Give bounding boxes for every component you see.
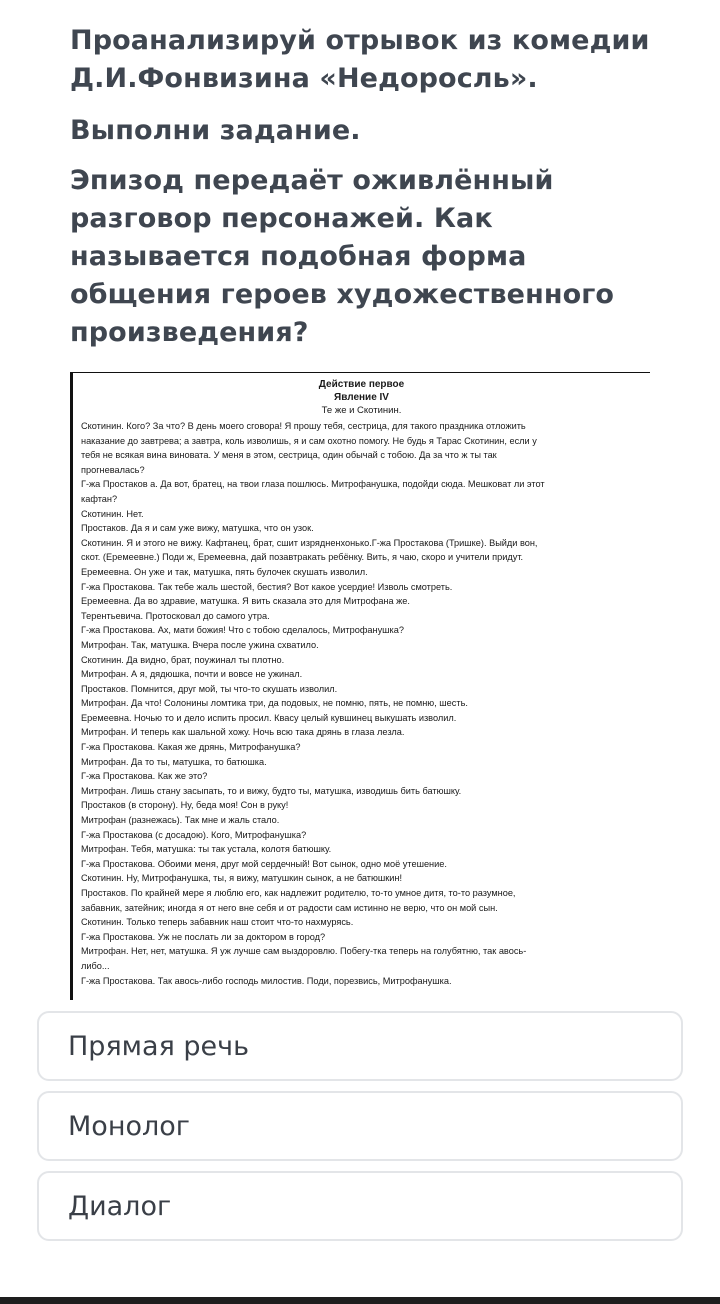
excerpt-line: Митрофан. А я, дядюшка, почти и вовсе не ужинал. [81, 669, 303, 680]
excerpt-line: забавник, затейник; иногда я от него вне себя и от радости сам истинно не верю, что он мой сын. [81, 902, 498, 913]
question-text [70, 22, 670, 366]
excerpt-line: Г-жа Простакова. Ах, мати божия! Что с тобою сделалось, Митрофанушка? [81, 625, 404, 636]
excerpt-line: Митрофан. Лишь стану засыпать, то и вижу, будто ты, матушка, изводишь бить батюшку. [81, 785, 462, 796]
excerpt-line: Г-жа Простакова. Какая же дрянь, Митрофанушка? [81, 742, 301, 753]
excerpt-line: Терентьевича. Протосковал до самого утра. [81, 610, 270, 621]
excerpt-line: Скотинин. Я и этого не вижу. Кафтанец, брат, сшит изрядненхонько.Г-жа Простакова (Тришке). Выйди вон, [81, 537, 538, 548]
excerpt-line: Митрофан. Нет, нет, матушка. Я уж лучше сам выздоровлю. Побегу-тка теперь на голубятню, так авось- [81, 946, 527, 957]
answer-option-label: Монолог [68, 1110, 190, 1142]
excerpt-line: Митрофан. Да то ты, матушка, то батюшка. [81, 756, 267, 767]
question-instruction: Выполни задание. [70, 115, 361, 146]
excerpt-line: Простаков (в сторону). Ну, беда моя! Сон в руку! [81, 800, 289, 811]
excerpt-line: Митрофан. Так, матушка. Вчера после ужина схватило. [81, 639, 319, 650]
excerpt-line: Простаков. Да я и сам уже вижу, матушка, что он узок. [81, 523, 314, 534]
excerpt-scene: Явление IV [334, 392, 389, 403]
excerpt-line: Простаков. Помнится, друг мой, ты что-то скушать изволил. [81, 683, 338, 694]
excerpt-line: либо... [81, 960, 110, 971]
excerpt-line: Г-жа Простакова. Уж не послать ли за доктором в город? [81, 931, 326, 942]
excerpt-line: Еремеевна. Он уже и так, матушка, пять булочек скушать изволил. [81, 566, 368, 577]
excerpt-line: Митрофан. И теперь как шальной хожу. Ночь всю така дрянь в глаза лезла. [81, 727, 405, 738]
excerpt-line: Скотинин. Ну, Митрофанушка, ты, я вижу, матушкин сынок, а не батюшкин! [81, 873, 403, 884]
excerpt-body [73, 419, 650, 988]
answer-option-label: Прямая речь [68, 1030, 250, 1062]
excerpt-line: наказание до завтрева; а завтра, коль изволишь, я и сам охотно помогу. Не будь я Тарас Скотинин, если у [81, 435, 537, 446]
excerpt-line: Митрофан. Тебя, матушка: ты так устала, колотя батюшку. [81, 844, 332, 855]
excerpt-act: Действие первое [318, 379, 405, 390]
excerpt-line: Г-жа Простакова. Так тебе жаль шестой, бестия? Вот какое усердие! Изволь смотреть. [81, 581, 453, 592]
excerpt-line: Простаков. По крайней мере я люблю его, как надлежит родителю, то-то умное дитя, то-то разумное, [81, 888, 516, 898]
answer-option-label: Диалог [68, 1190, 172, 1222]
excerpt-line: Г-жа Простакова. Как же это? [81, 771, 208, 782]
excerpt-line: Еремеевна. Да во здравие, матушка. Я вить сказала это для Митрофана же. [81, 596, 410, 607]
excerpt-line: Г-жа Простакова (с досадою). Кого, Митрофанушка? [81, 829, 307, 840]
excerpt-line: Скотинин. Нет. [81, 508, 144, 519]
system-navigation-bar [0, 1297, 720, 1304]
excerpt-line: Митрофан (разнежась). Так мне и жаль стало. [81, 815, 280, 826]
excerpt-image [70, 372, 650, 1000]
excerpt-line: Г-жа Простаков а. Да вот, братец, на твои глаза пошлюсь. Митрофанушка, подойди сюда. Мешковат ли этот [81, 479, 545, 490]
answer-option-dialogue[interactable] [37, 1171, 683, 1241]
excerpt-line: Еремеевна. Ночью то и дело испить просил. Квасу целый кувшинец выкушать изволил. [81, 712, 457, 723]
question-prompt: Эпизод передаёт оживлённый разговор персонажей. Как называется подобная форма общения героев художественного произведения? [70, 165, 615, 348]
excerpt-cast: Те же и Скотинин. [321, 405, 402, 416]
excerpt-line: скот. (Еремеевне.) Поди ж, Еремеевна, дай позавтракать ребёнку. Вить, я чаю, скоро и учители придут. [81, 552, 524, 563]
excerpt-line: Скотинин. Только теперь забавник наш стоит что-то нахмурясь. [81, 917, 354, 928]
excerpt-line: Скотинин. Да видно, брат, поужинал ты плотно. [81, 654, 285, 665]
excerpt-line: Скотинин. Кого? За что? В день моего сговора! Я прошу тебя, сестрица, для такого праздника отложить [81, 421, 526, 431]
excerpt-line: прогневалась? [81, 464, 145, 475]
excerpt-line: кафтан? [81, 493, 118, 504]
excerpt-line: Митрофан. Да что! Солонины ломтика три, да подовых, не помню, пять, не помню, шесть. [81, 698, 468, 709]
answer-option-monologue[interactable] [37, 1091, 683, 1161]
excerpt-line: Г-жа Простакова. Обоими меня, друг мой сердечный! Вот сынок, одно моё утешение. [81, 858, 447, 869]
excerpt-line: Г-жа Простакова. Так авось-либо господь милостив. Поди, порезвись, Митрофанушка. [81, 975, 452, 986]
excerpt-line: тебя не всякая вина виновата. У меня в этом, сестрица, один обычай с тобою. Да за что ж ты так [81, 450, 497, 461]
question-title: Проанализируй отрывок из комедии Д.И.Фонвизина «Недоросль». [70, 25, 650, 94]
answer-option-direct-speech[interactable] [37, 1011, 683, 1081]
